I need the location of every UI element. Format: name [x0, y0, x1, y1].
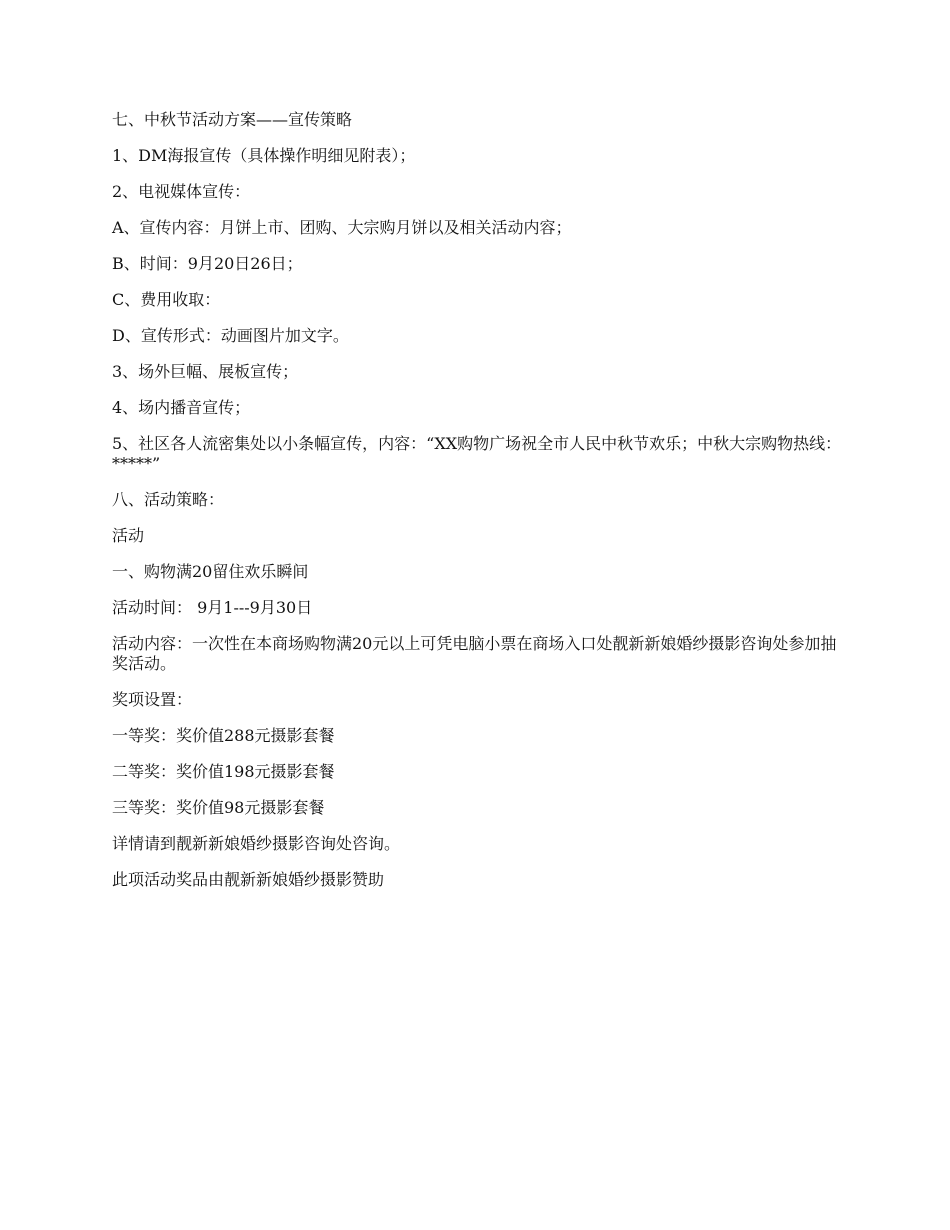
first-prize: 一等奖：奖价值288元摄影套餐: [112, 726, 335, 745]
sponsor-note: 此项活动奖品由靓新新娘婚纱摄影赞助: [112, 870, 385, 889]
second-prize: 二等奖：奖价值198元摄影套餐: [112, 762, 335, 781]
subitem-time: B、时间：9月20日26日；: [112, 254, 303, 273]
item-dm-poster: 1、DM海报宣传（具体操作明细见附表）；: [112, 146, 416, 165]
item-broadcast: 4、场内播音宣传；: [112, 398, 251, 417]
subitem-fee: C、费用收取：: [112, 290, 221, 309]
subitem-form: D、宣传形式：动画图片加文字。: [112, 326, 349, 345]
activity-label: 活动: [112, 526, 145, 545]
document-page: [112, 110, 842, 906]
activity-time: 活动时间： 9月1---9月30日: [112, 598, 313, 617]
section-heading-strategy: 八、活动策略：: [112, 490, 225, 509]
section-heading-publicity: 七、中秋节活动方案——宣传策略: [112, 110, 353, 129]
item-outdoor-banner: 3、场外巨幅、展板宣传；: [112, 362, 299, 381]
item-tv-media: 2、电视媒体宣传：: [112, 182, 251, 201]
item-community-banner: 5、社区各人流密集处以小条幅宣传，内容：“XX购物广场祝全市人民中秋节欢乐；中秋大宗购物热线：*****”: [112, 434, 842, 473]
third-prize: 三等奖：奖价值98元摄影套餐: [112, 798, 325, 817]
details-note: 详情请到靓新新娘婚纱摄影咨询处咨询。: [112, 834, 401, 853]
subitem-content: A、宣传内容：月饼上市、团购、大宗购月饼以及相关活动内容；: [112, 218, 572, 237]
activity-content: 活动内容：一次性在本商场购物满20元以上可凭电脑小票在商场入口处靓新新娘婚纱摄影咨询处参加抽奖活动。: [112, 634, 837, 673]
activity-title: 一、购物满20留住欢乐瞬间: [112, 562, 309, 581]
prize-settings: 奖项设置：: [112, 690, 193, 709]
